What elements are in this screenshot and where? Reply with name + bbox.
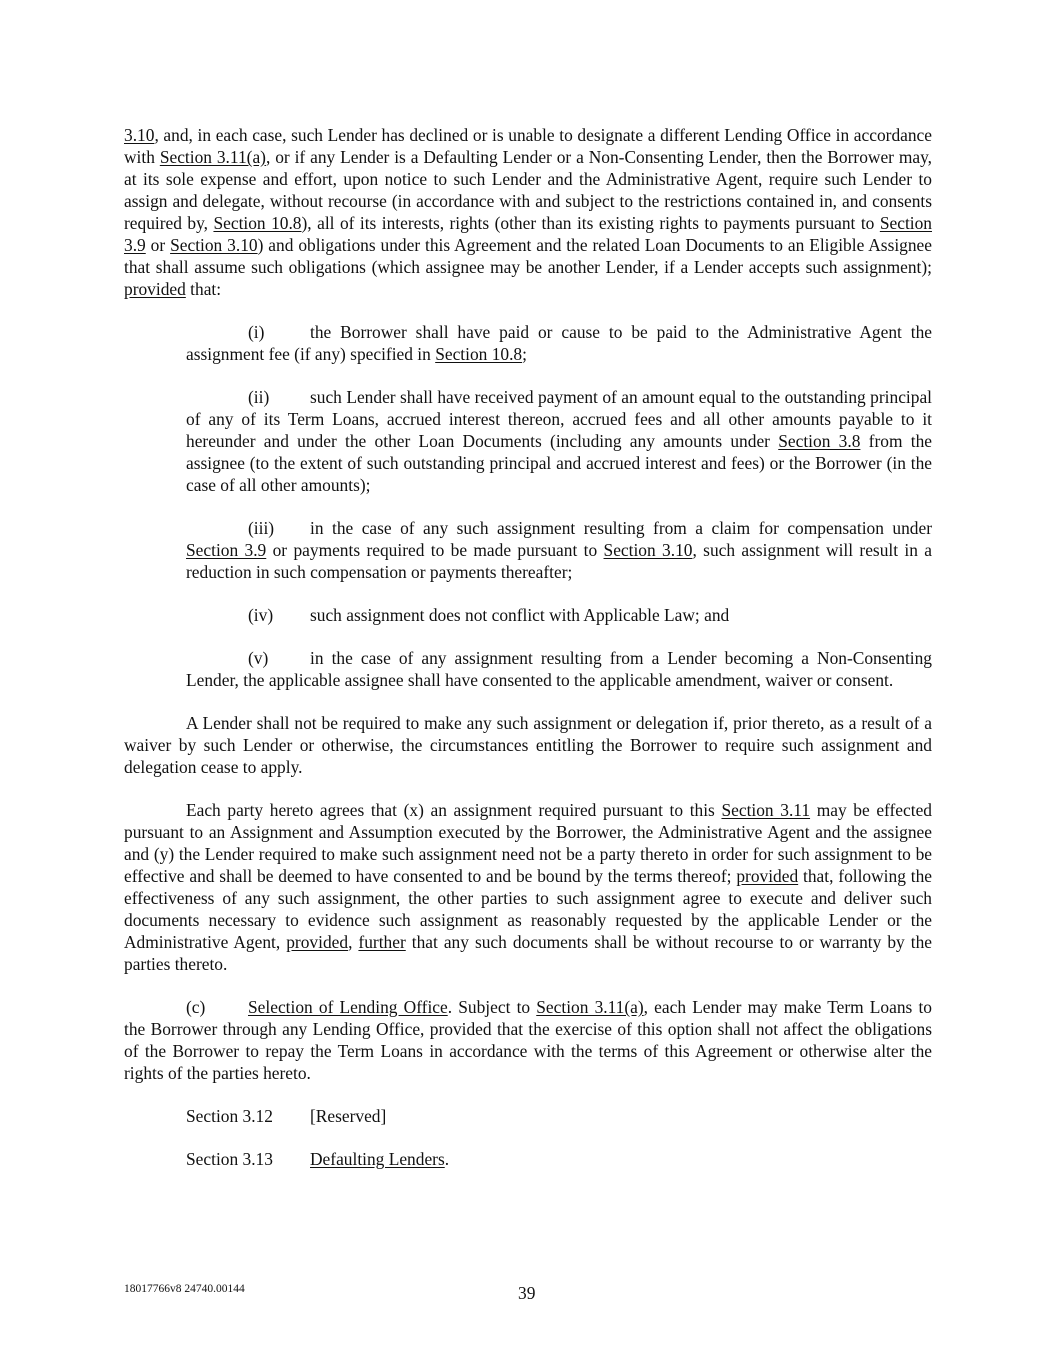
section-ref-3-11: Section 3.11 bbox=[721, 800, 811, 820]
section-ref-3-9: Section 3.9 bbox=[186, 540, 267, 560]
assignment-paragraph: Each party hereto agrees that (x) an assignment required pursuant to this Section 3.11 may be effected pursuant to an Assignment and Assumption executed by the Borrower, the Administrative Agent and the assignee and (y) the Lender required to make such assignment need not be a party thereto in order for such assignment to be effective and shall be deemed to have consented to and be bound by the terms thereof; provided that, following the effectiveness of any such assignment, the other parties to such assignment agree to execute and deliver such documents necessary to evidence such assignment as reasonably requested by the applicable Lender or the Administrative Agent, provided, further that any such documents shall be without recourse to or warranty by the parties thereto. bbox=[124, 800, 933, 974]
section-ref-3-10: 3.10 bbox=[124, 125, 155, 145]
section-ref-3-8: Section 3.8 bbox=[778, 431, 861, 451]
section-title: Defaulting Lenders bbox=[310, 1149, 445, 1169]
intro-paragraph: 3.10, and, in each case, such Lender has declined or is unable to designate a different Lending Office in accordance with Section 3.11(a), or if any Lender is a Defaulting Lender or a Non-Consenting Lender, then the Borrower may, at its sole expense and effort, upon notice to such Lender and the Administrative Agent, require such Lender to assign and delegate, without recourse (in accordance with and subject to the restrictions contained in, and consents required by, Section 10.8), all of its interests, rights (other than its existing rights to payments pursuant to Section 3.9 or Section 3.10) and obligations under this Agreement and the related Loan Documents to an Eligible Assignee that shall assume such obligations (which assignee may be another Lender, if a Lender accepts such assignment); provided that: bbox=[124, 125, 933, 299]
section-label: Section 3.12 bbox=[186, 1106, 273, 1126]
section-ref-10-8: Section 10.8 bbox=[213, 213, 302, 233]
lending-office-paragraph: (c) Selection of Lending Office. Subject to Section 3.11(a), each Lender may make Term Loans to the Borrower through any Lending Office, provided that the exercise of this option shall not affect the obligations of the Borrower to repay the Term Loans in accordance with the terms of this Agreement or otherwise alter the rights of the parties hereto. bbox=[124, 997, 932, 1083]
document-id: 18017766v8 24740.00144 bbox=[124, 1283, 245, 1295]
list-number: (iii) bbox=[248, 518, 275, 538]
list-item-i: (i) the Borrower shall have paid or cause to be paid to the Administrative Agent the assignment fee (if any) specified in Section 10.8; bbox=[186, 322, 932, 364]
section-ref-10-8: Section 10.8 bbox=[435, 344, 523, 364]
list-item-ii: (ii) such Lender shall have received payment of an amount equal to the outstanding principal of any of its Term Loans, accrued interest thereon, accrued fees and all other amounts payable to it hereunder and under the other Loan Documents (including any amounts under Section 3.8 from the assignee (to the extent of such outstanding principal and accrued interest and fees) or the Borrower (in the case of all other amounts); bbox=[186, 387, 932, 495]
list-number: (c) bbox=[186, 997, 206, 1017]
section-heading-3-12 bbox=[124, 1105, 932, 1127]
list-item-iii: (iii) in the case of any such assignment resulting from a claim for compensation under Section 3.9 or payments required to be made pursuant to Section 3.10, such assignment will result in a reduction in such compensation or payments thereafter; bbox=[186, 518, 933, 582]
section-ref-3-11a: Section 3.11(a) bbox=[159, 147, 266, 167]
document-body bbox=[124, 124, 932, 1191]
section-label: Section 3.13 bbox=[186, 1149, 273, 1169]
provided-term: provided bbox=[286, 932, 349, 952]
provided-term: provided bbox=[736, 866, 799, 886]
section-ref-3-10: Section 3.10 bbox=[603, 540, 693, 560]
subsection-heading: Selection of Lending Office bbox=[248, 997, 448, 1017]
list-number: (i) bbox=[248, 322, 265, 342]
provided-term: provided bbox=[124, 279, 186, 299]
section-title: [Reserved] bbox=[310, 1106, 387, 1126]
further-term: further bbox=[358, 932, 406, 952]
section-ref-3-10: Section 3.10 bbox=[170, 235, 258, 255]
list-item-iv: (iv) such assignment does not conflict with Applicable Law; and bbox=[248, 605, 730, 625]
list-number: (v) bbox=[248, 648, 269, 668]
list-item-v: (v) in the case of any assignment resulting from a Lender becoming a Non-Consenting Lender, the applicable assignee shall have consented to the applicable amendment, waiver or consent. bbox=[186, 648, 932, 690]
section-ref-3-9: Section 3.9 bbox=[124, 213, 932, 255]
list-number: (ii) bbox=[248, 387, 270, 407]
section-ref-3-11a: Section 3.11(a) bbox=[536, 997, 644, 1017]
section-heading-3-13: Section 3.13 Defaulting Lenders. bbox=[186, 1149, 450, 1169]
list-number: (iv) bbox=[248, 605, 274, 625]
lender-paragraph: A Lender shall not be required to make any such assignment or delegation if, prior thereto, as a result of a waiver by such Lender or otherwise, the circumstances entitling the Borrower to require such assignment and delegation cease to apply. bbox=[124, 713, 932, 777]
page-number: 39 bbox=[518, 1283, 536, 1303]
